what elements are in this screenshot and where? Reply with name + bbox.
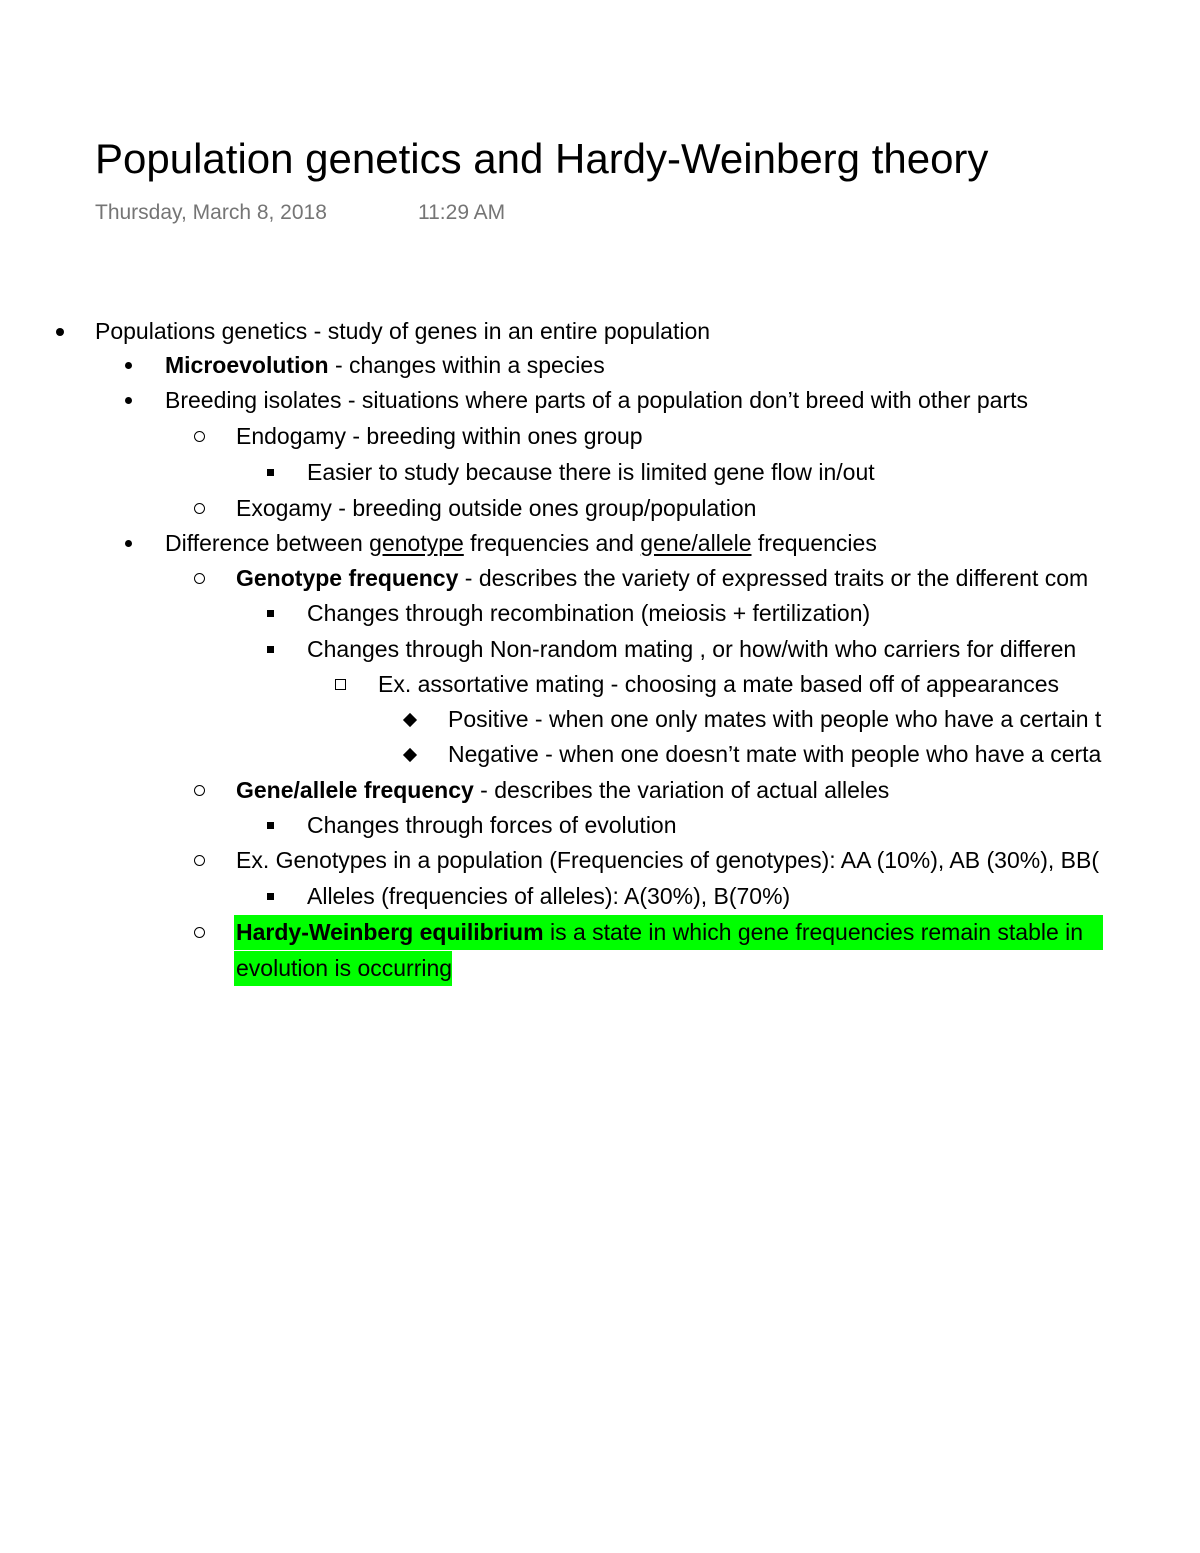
definition-text: is a state in which gene frequencies remain stable in [543, 919, 1084, 945]
page-title: Population genetics and Hardy-Weinberg theory [95, 135, 989, 182]
list-item-text [165, 526, 877, 561]
list-item-text: Ex. assortative mating - choosing a mate based off of appearances [378, 671, 1060, 697]
definition-text: - describes the variety of expressed traits or the different com [458, 565, 1089, 591]
bullet-diamond-icon [398, 737, 422, 772]
list-item-text: Changes through recombination (meiosis + fertilization) [307, 600, 871, 626]
list-item [0, 879, 1200, 915]
term-genotype-frequency: Genotype frequency [236, 565, 459, 591]
highlighted-text [234, 915, 1103, 950]
text-segment: frequencies and [463, 530, 641, 556]
definition-text: - changes within a species [328, 352, 605, 378]
list-item-text: Alleles (frequencies of alleles): A(30%), B(70%) [307, 883, 791, 909]
list-item [0, 808, 1200, 844]
bullet-square-icon [258, 596, 282, 631]
list-item-text [236, 773, 889, 808]
list-item [0, 702, 1200, 738]
term-hardy-weinberg-equilibrium: Hardy-Weinberg equilibrium [236, 919, 544, 945]
bullet-square-icon [258, 808, 282, 843]
list-item-text: Breeding isolates - situations where parts of a population don’t breed with other parts [165, 387, 1029, 413]
underlined-term-gene-allele: gene/allele [640, 530, 752, 556]
term-gene-allele-frequency: Gene/allele frequency [236, 777, 474, 803]
list-item-text: Negative - when one doesn’t mate with people who have a certa [448, 741, 1102, 767]
list-item [0, 314, 1200, 350]
list-item [0, 383, 1200, 419]
bullet-dot-icon [116, 526, 140, 561]
bullet-ring-icon [187, 915, 211, 950]
list-item-text [236, 561, 1088, 596]
list-item-continuation [0, 951, 1200, 987]
list-item-text: Positive - when one only mates with people who have a certain t [448, 706, 1102, 732]
text-segment: Difference between [165, 530, 370, 556]
bullet-dot-icon [48, 314, 72, 349]
bullet-dot-icon [116, 348, 140, 383]
list-item [0, 843, 1200, 879]
list-item [0, 491, 1200, 527]
bullet-square-icon [258, 879, 282, 914]
bullet-square-icon [258, 455, 282, 490]
list-item-text [165, 348, 605, 383]
bullet-ring-icon [187, 561, 211, 596]
list-item-text: Endogamy - breeding within ones group [236, 423, 643, 449]
bullet-dot-icon [116, 383, 140, 418]
list-item-text: Exogamy - breeding outside ones group/population [236, 495, 757, 521]
note-date: Thursday, March 8, 2018 [95, 201, 327, 224]
bullet-square-icon [258, 632, 282, 667]
definition-text: - describes the variation of actual alleles [473, 777, 890, 803]
list-item [0, 596, 1200, 632]
list-item [0, 561, 1200, 597]
list-item [0, 526, 1200, 562]
list-item [0, 419, 1200, 455]
bullet-diamond-icon [398, 702, 422, 737]
list-item-text: Easier to study because there is limited gene flow in/out [307, 459, 875, 485]
underlined-term-genotype: genotype [369, 530, 464, 556]
text-segment: frequencies [751, 530, 877, 556]
bullet-ring-icon [187, 419, 211, 454]
list-item-text: Populations genetics - study of genes in an entire population [95, 318, 711, 344]
bullet-ring-icon [187, 843, 211, 878]
bullet-open-square-icon [328, 667, 352, 702]
list-item [0, 348, 1200, 384]
term-microevolution: Microevolution [165, 352, 329, 378]
list-item [0, 737, 1200, 773]
list-item-text: Changes through forces of evolution [307, 812, 677, 838]
list-item-text: Changes through Non-random mating , or how/with who carriers for differen [307, 636, 1077, 662]
list-item [0, 455, 1200, 491]
bullet-ring-icon [187, 491, 211, 526]
note-time: 11:29 AM [418, 201, 506, 224]
list-item-highlighted [0, 915, 1200, 951]
list-item [0, 632, 1200, 668]
list-item [0, 667, 1200, 703]
bullet-ring-icon [187, 773, 211, 808]
list-item-text: Ex. Genotypes in a population (Frequencies of genotypes): AA (10%), AB (30%), BB( [236, 847, 1099, 873]
list-item [0, 773, 1200, 809]
highlighted-text: evolution is occurring [234, 951, 452, 986]
